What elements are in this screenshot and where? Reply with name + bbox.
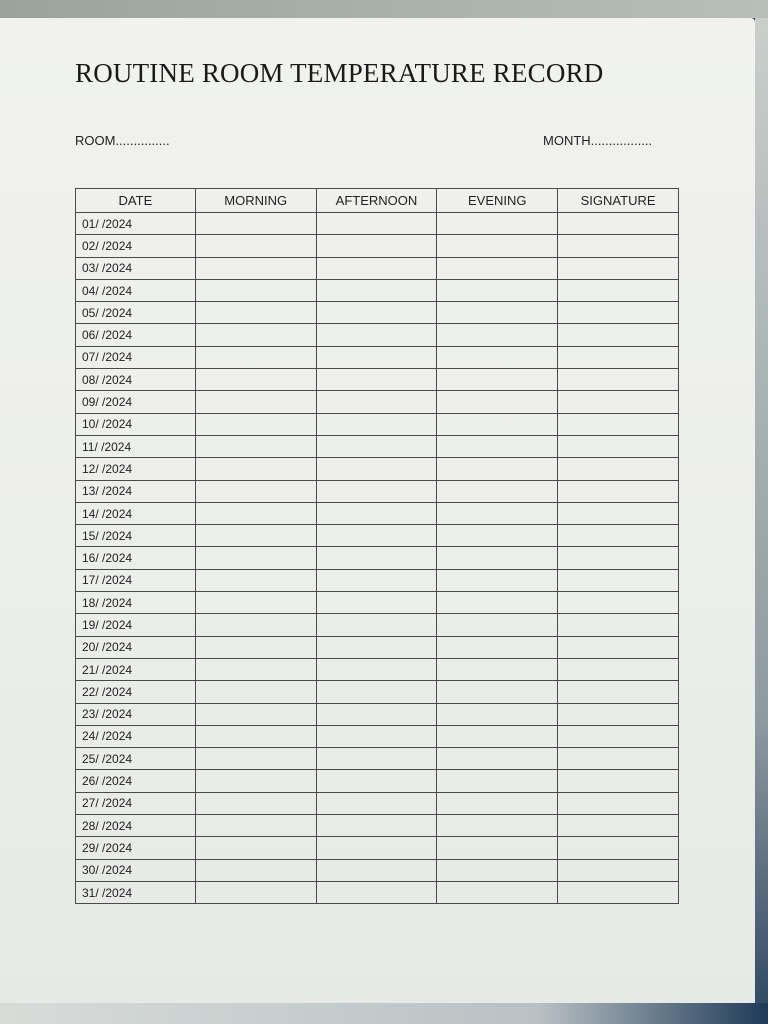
date-cell: 02/ /2024	[76, 235, 196, 257]
header-morning: MORNING	[195, 189, 316, 213]
afternoon-cell[interactable]	[316, 257, 437, 279]
date-cell: 08/ /2024	[76, 369, 196, 391]
signature-cell[interactable]	[558, 770, 679, 792]
evening-cell[interactable]	[437, 547, 558, 569]
signature-cell[interactable]	[558, 435, 679, 457]
signature-cell[interactable]	[558, 748, 679, 770]
date-cell: 20/ /2024	[76, 636, 196, 658]
table-row	[76, 703, 679, 725]
date-cell: 21/ /2024	[76, 658, 196, 680]
afternoon-cell[interactable]	[316, 235, 437, 257]
date-cell: 12/ /2024	[76, 458, 196, 480]
evening-cell[interactable]	[437, 346, 558, 368]
morning-cell[interactable]	[195, 391, 316, 413]
morning-cell[interactable]	[195, 458, 316, 480]
signature-cell[interactable]	[558, 547, 679, 569]
date-cell: 07/ /2024	[76, 346, 196, 368]
signature-cell[interactable]	[558, 213, 679, 235]
morning-cell[interactable]	[195, 435, 316, 457]
afternoon-cell[interactable]	[316, 636, 437, 658]
signature-cell[interactable]	[558, 703, 679, 725]
morning-cell[interactable]	[195, 614, 316, 636]
date-cell: 01/ /2024	[76, 213, 196, 235]
morning-cell[interactable]	[195, 837, 316, 859]
date-cell: 27/ /2024	[76, 792, 196, 814]
table-row	[76, 636, 679, 658]
evening-cell[interactable]	[437, 413, 558, 435]
afternoon-cell[interactable]	[316, 592, 437, 614]
signature-cell[interactable]	[558, 324, 679, 346]
evening-cell[interactable]	[437, 748, 558, 770]
date-cell: 09/ /2024	[76, 391, 196, 413]
evening-cell[interactable]	[437, 502, 558, 524]
afternoon-cell[interactable]	[316, 681, 437, 703]
signature-cell[interactable]	[558, 235, 679, 257]
table-row	[76, 525, 679, 547]
backdrop-bottom	[0, 1003, 768, 1024]
evening-cell[interactable]	[437, 592, 558, 614]
date-cell: 17/ /2024	[76, 569, 196, 591]
date-cell: 22/ /2024	[76, 681, 196, 703]
afternoon-cell[interactable]	[316, 213, 437, 235]
room-field: ROOM...............	[75, 133, 170, 148]
afternoon-cell[interactable]	[316, 324, 437, 346]
date-cell: 25/ /2024	[76, 748, 196, 770]
table-row	[76, 881, 679, 903]
date-cell: 31/ /2024	[76, 881, 196, 903]
table-row	[76, 302, 679, 324]
afternoon-cell[interactable]	[316, 837, 437, 859]
signature-cell[interactable]	[558, 859, 679, 881]
afternoon-cell[interactable]	[316, 502, 437, 524]
date-cell: 11/ /2024	[76, 435, 196, 457]
evening-cell[interactable]	[437, 569, 558, 591]
morning-cell[interactable]	[195, 302, 316, 324]
evening-cell[interactable]	[437, 770, 558, 792]
signature-cell[interactable]	[558, 257, 679, 279]
morning-cell[interactable]	[195, 881, 316, 903]
table-row	[76, 324, 679, 346]
date-cell: 05/ /2024	[76, 302, 196, 324]
afternoon-cell[interactable]	[316, 458, 437, 480]
signature-cell[interactable]	[558, 881, 679, 903]
date-cell: 16/ /2024	[76, 547, 196, 569]
morning-cell[interactable]	[195, 592, 316, 614]
table-row	[76, 391, 679, 413]
evening-cell[interactable]	[437, 703, 558, 725]
morning-cell[interactable]	[195, 480, 316, 502]
date-cell: 29/ /2024	[76, 837, 196, 859]
evening-cell[interactable]	[437, 279, 558, 301]
morning-cell[interactable]	[195, 748, 316, 770]
table-row	[76, 792, 679, 814]
date-cell: 19/ /2024	[76, 614, 196, 636]
morning-cell[interactable]	[195, 257, 316, 279]
morning-cell[interactable]	[195, 213, 316, 235]
signature-cell[interactable]	[558, 658, 679, 680]
evening-cell[interactable]	[437, 658, 558, 680]
header-afternoon: AFTERNOON	[316, 189, 437, 213]
evening-cell[interactable]	[437, 302, 558, 324]
morning-cell[interactable]	[195, 636, 316, 658]
signature-cell[interactable]	[558, 480, 679, 502]
afternoon-cell[interactable]	[316, 859, 437, 881]
backdrop-top	[0, 0, 768, 18]
table-row	[76, 592, 679, 614]
evening-cell[interactable]	[437, 636, 558, 658]
date-cell: 13/ /2024	[76, 480, 196, 502]
afternoon-cell[interactable]	[316, 391, 437, 413]
month-field: MONTH.................	[543, 133, 653, 148]
date-cell: 15/ /2024	[76, 525, 196, 547]
signature-cell[interactable]	[558, 413, 679, 435]
signature-cell[interactable]	[558, 525, 679, 547]
morning-cell[interactable]	[195, 502, 316, 524]
date-cell: 03/ /2024	[76, 257, 196, 279]
afternoon-cell[interactable]	[316, 346, 437, 368]
afternoon-cell[interactable]	[316, 748, 437, 770]
table-row	[76, 725, 679, 747]
table-row	[76, 859, 679, 881]
morning-cell[interactable]	[195, 279, 316, 301]
date-cell: 28/ /2024	[76, 815, 196, 837]
evening-cell[interactable]	[437, 681, 558, 703]
page-title: ROUTINE ROOM TEMPERATURE RECORD	[75, 58, 604, 88]
afternoon-cell[interactable]	[316, 815, 437, 837]
date-cell: 10/ /2024	[76, 413, 196, 435]
afternoon-cell[interactable]	[316, 302, 437, 324]
signature-cell[interactable]	[558, 391, 679, 413]
afternoon-cell[interactable]	[316, 525, 437, 547]
afternoon-cell[interactable]	[316, 881, 437, 903]
signature-cell[interactable]	[558, 569, 679, 591]
afternoon-cell[interactable]	[316, 569, 437, 591]
signature-cell[interactable]	[558, 592, 679, 614]
morning-cell[interactable]	[195, 369, 316, 391]
date-cell: 18/ /2024	[76, 592, 196, 614]
afternoon-cell[interactable]	[316, 703, 437, 725]
morning-cell[interactable]	[195, 725, 316, 747]
signature-cell[interactable]	[558, 815, 679, 837]
header-signature: SIGNATURE	[558, 189, 679, 213]
signature-cell[interactable]	[558, 279, 679, 301]
signature-cell[interactable]	[558, 792, 679, 814]
table-row	[76, 279, 679, 301]
signature-cell[interactable]	[558, 346, 679, 368]
table-row	[76, 837, 679, 859]
afternoon-cell[interactable]	[316, 770, 437, 792]
signature-cell[interactable]	[558, 725, 679, 747]
afternoon-cell[interactable]	[316, 547, 437, 569]
afternoon-cell[interactable]	[316, 614, 437, 636]
afternoon-cell[interactable]	[316, 480, 437, 502]
evening-cell[interactable]	[437, 859, 558, 881]
table-row	[76, 770, 679, 792]
morning-cell[interactable]	[195, 413, 316, 435]
afternoon-cell[interactable]	[316, 725, 437, 747]
morning-cell[interactable]	[195, 681, 316, 703]
evening-cell[interactable]	[437, 792, 558, 814]
table-row	[76, 213, 679, 235]
evening-cell[interactable]	[437, 614, 558, 636]
evening-cell[interactable]	[437, 525, 558, 547]
header-date: DATE	[76, 189, 196, 213]
table-row	[76, 369, 679, 391]
date-cell: 14/ /2024	[76, 502, 196, 524]
date-cell: 26/ /2024	[76, 770, 196, 792]
afternoon-cell[interactable]	[316, 279, 437, 301]
morning-cell[interactable]	[195, 324, 316, 346]
signature-cell[interactable]	[558, 681, 679, 703]
evening-cell[interactable]	[437, 324, 558, 346]
table-row	[76, 435, 679, 457]
table-row	[76, 480, 679, 502]
evening-cell[interactable]	[437, 480, 558, 502]
table-header-row	[76, 189, 679, 213]
signature-cell[interactable]	[558, 502, 679, 524]
evening-cell[interactable]	[437, 257, 558, 279]
afternoon-cell[interactable]	[316, 792, 437, 814]
morning-cell[interactable]	[195, 859, 316, 881]
signature-cell[interactable]	[558, 458, 679, 480]
table-row	[76, 748, 679, 770]
table-body	[76, 213, 679, 904]
table-row	[76, 569, 679, 591]
morning-cell[interactable]	[195, 658, 316, 680]
table-row	[76, 346, 679, 368]
afternoon-cell[interactable]	[316, 369, 437, 391]
evening-cell[interactable]	[437, 213, 558, 235]
signature-cell[interactable]	[558, 302, 679, 324]
temperature-record-table	[75, 188, 679, 904]
table-row	[76, 658, 679, 680]
evening-cell[interactable]	[437, 837, 558, 859]
signature-cell[interactable]	[558, 837, 679, 859]
evening-cell[interactable]	[437, 435, 558, 457]
morning-cell[interactable]	[195, 569, 316, 591]
morning-cell[interactable]	[195, 703, 316, 725]
morning-cell[interactable]	[195, 792, 316, 814]
table-row	[76, 502, 679, 524]
header-evening: EVENING	[437, 189, 558, 213]
table-row	[76, 681, 679, 703]
afternoon-cell[interactable]	[316, 413, 437, 435]
evening-cell[interactable]	[437, 235, 558, 257]
signature-cell[interactable]	[558, 614, 679, 636]
morning-cell[interactable]	[195, 235, 316, 257]
signature-cell[interactable]	[558, 369, 679, 391]
date-cell: 24/ /2024	[76, 725, 196, 747]
date-cell: 30/ /2024	[76, 859, 196, 881]
table-row	[76, 257, 679, 279]
signature-cell[interactable]	[558, 636, 679, 658]
table-row	[76, 235, 679, 257]
table-row	[76, 547, 679, 569]
table-row	[76, 614, 679, 636]
evening-cell[interactable]	[437, 815, 558, 837]
evening-cell[interactable]	[437, 725, 558, 747]
backdrop-right	[755, 18, 768, 1024]
morning-cell[interactable]	[195, 547, 316, 569]
date-cell: 23/ /2024	[76, 703, 196, 725]
date-cell: 04/ /2024	[76, 279, 196, 301]
morning-cell[interactable]	[195, 815, 316, 837]
morning-cell[interactable]	[195, 525, 316, 547]
evening-cell[interactable]	[437, 881, 558, 903]
morning-cell[interactable]	[195, 770, 316, 792]
afternoon-cell[interactable]	[316, 435, 437, 457]
evening-cell[interactable]	[437, 391, 558, 413]
morning-cell[interactable]	[195, 346, 316, 368]
table-row	[76, 413, 679, 435]
evening-cell[interactable]	[437, 458, 558, 480]
table-row	[76, 458, 679, 480]
evening-cell[interactable]	[437, 369, 558, 391]
date-cell: 06/ /2024	[76, 324, 196, 346]
afternoon-cell[interactable]	[316, 658, 437, 680]
table-row	[76, 815, 679, 837]
